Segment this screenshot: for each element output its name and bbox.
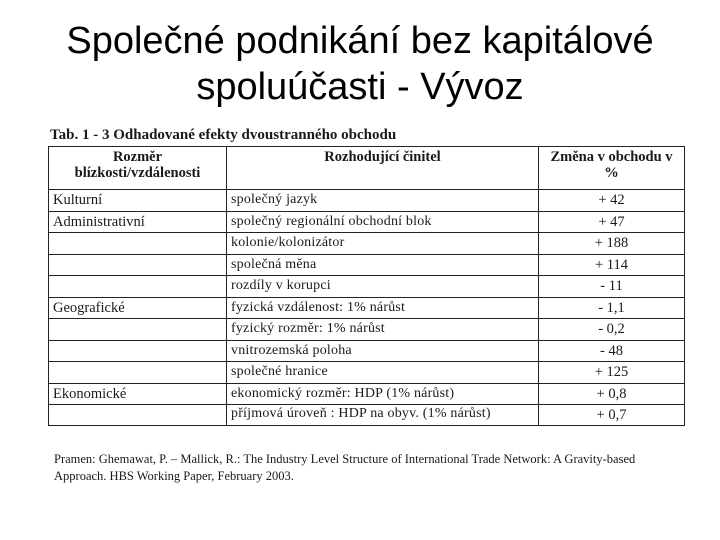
cell-change: + 188	[539, 233, 685, 255]
slide-title-line-1: Společné podnikání bez kapitálové	[66, 20, 654, 62]
cell-change: + 114	[539, 254, 685, 276]
slide-title-line-2: spoluúčasti - Vývoz	[196, 66, 524, 108]
cell-dimension	[49, 340, 227, 362]
cell-factor: společné hranice	[227, 362, 539, 384]
cell-factor: fyzická vzdálenost: 1% nárůst	[227, 297, 539, 319]
table-row	[49, 233, 685, 255]
header-dimension: Rozměr blízkosti/vzdálenosti	[49, 147, 227, 190]
cell-dimension: Administrativní	[49, 211, 227, 233]
cell-dimension	[49, 405, 227, 426]
cell-factor: vnitrozemská poloha	[227, 340, 539, 362]
header-factor: Rozhodující činitel	[227, 147, 539, 190]
table-row	[49, 383, 685, 405]
cell-factor: ekonomický rozměr: HDP (1% nárůst)	[227, 383, 539, 405]
cell-factor: fyzický rozměr: 1% nárůst	[227, 319, 539, 341]
table-row	[49, 319, 685, 341]
cell-factor: rozdíly v korupci	[227, 276, 539, 298]
cell-change: - 1,1	[539, 297, 685, 319]
cell-change: + 125	[539, 362, 685, 384]
cell-factor: kolonie/kolonizátor	[227, 233, 539, 255]
cell-dimension	[49, 362, 227, 384]
cell-dimension	[49, 233, 227, 255]
slide-title	[0, 18, 720, 110]
cell-dimension	[49, 276, 227, 298]
cell-factor: společná měna	[227, 254, 539, 276]
table-row	[49, 254, 685, 276]
trade-effects-table	[48, 146, 685, 426]
cell-dimension: Kulturní	[49, 190, 227, 212]
scanned-table-image	[46, 126, 686, 488]
table-caption: Tab. 1 - 3 Odhadované efekty dvoustranného obchodu	[50, 127, 397, 143]
cell-dimension: Geografické	[49, 297, 227, 319]
cell-change: - 48	[539, 340, 685, 362]
cell-change: + 0,7	[539, 405, 685, 426]
cell-dimension	[49, 319, 227, 341]
table-source-note: Pramen: Ghemawat, P. – Mallick, R.: The Industry Level Structure of International Trade Network: A Gravity-based Approach. HBS Working Paper, February 2003.	[54, 452, 636, 483]
cell-change: + 47	[539, 211, 685, 233]
cell-dimension	[49, 254, 227, 276]
table-row	[49, 211, 685, 233]
table-row	[49, 190, 685, 212]
table-row	[49, 276, 685, 298]
cell-factor: příjmová úroveň : HDP na obyv. (1% nárůst)	[227, 405, 539, 426]
table-row	[49, 340, 685, 362]
header-change: Změna v obchodu v %	[539, 147, 685, 190]
cell-change: - 11	[539, 276, 685, 298]
cell-dimension: Ekonomické	[49, 383, 227, 405]
cell-change: + 42	[539, 190, 685, 212]
table-row	[49, 362, 685, 384]
cell-change: - 0,2	[539, 319, 685, 341]
cell-factor: společný regionální obchodní blok	[227, 211, 539, 233]
table-header-row	[49, 147, 685, 190]
table-row	[49, 405, 685, 426]
cell-change: + 0,8	[539, 383, 685, 405]
cell-factor: společný jazyk	[227, 190, 539, 212]
table-row	[49, 297, 685, 319]
